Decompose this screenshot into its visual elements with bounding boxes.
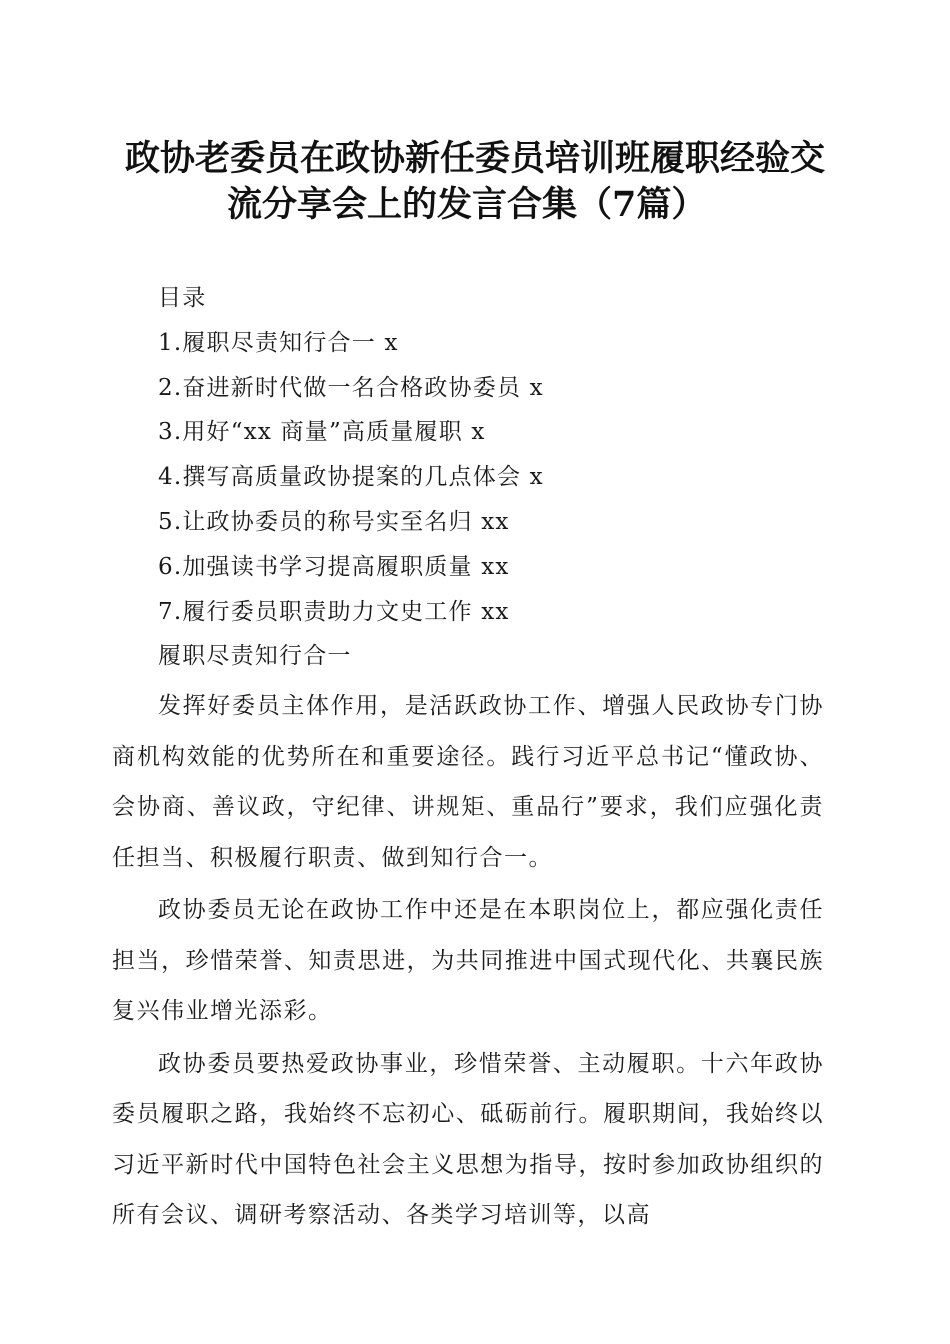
toc-heading: 目录 <box>158 285 207 311</box>
document-body <box>112 276 824 1241</box>
title-line-2: 流分享会上的发言合集（7篇） <box>227 184 707 225</box>
section-heading: 履职尽责知行合一 <box>158 643 352 670</box>
toc-item: 6.加强读书学习提高履职质量 xx <box>158 553 510 580</box>
toc-item: 3.用好“xx 商量”高质量履职 x <box>158 419 486 446</box>
body-paragraph: 政协委员要热爱政协事业，珍惜荣誉、主动履职。十六年政协委员履职之路，我始终不忘初心、砥砺前行。履职期间，我始终以习近平新时代中国特色社会主义思想为指导，按时参加政协组织的所有会议、调研考察活动、各类学习培训等，以高 <box>112 1050 824 1229</box>
body-paragraph: 发挥好委员主体作用，是活跃政协工作、增强人民政协专门协商机构效能的优势所在和重要途径。践行习近平总书记“懂政协、会协商、善议政，守纪律、讲规矩、重品行”要求，我们应强化责任担当、积极履行职责、做到知行合一。 <box>112 693 824 871</box>
title-line-1: 政协老委员在政协新任委员培训班履职经验交 <box>124 138 825 179</box>
toc-item: 5.让政协委员的称号实至名归 xx <box>158 508 510 535</box>
toc-item: 1.履职尽责知行合一 x <box>158 329 399 356</box>
toc-item: 7.履行委员职责助力文史工作 xx <box>158 598 510 625</box>
document-title <box>100 136 850 228</box>
body-paragraph: 政协委员无论在政协工作中还是在本职岗位上，都应强化责任担当，珍惜荣誉、知责思进，为共同推进中国式现代化、共襄民族复兴伟业增光添彩。 <box>112 897 824 1025</box>
toc-item: 4.撰写高质量政协提案的几点体会 x <box>158 464 544 491</box>
toc-item: 2.奋进新时代做一名合格政协委员 x <box>158 374 544 401</box>
